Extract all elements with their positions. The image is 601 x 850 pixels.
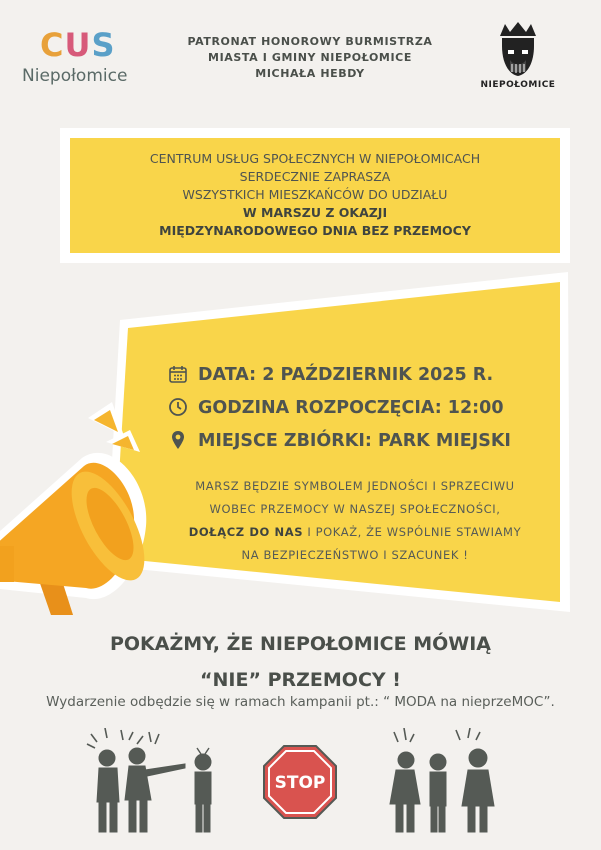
place-row — [168, 424, 511, 457]
description-line: DOŁĄCZ DO NAS I POKAŻ, ŻE WSPÓLNIE STAWIAMY — [188, 525, 522, 539]
location-pin-icon — [168, 430, 190, 452]
event-time: GODZINA ROZPOCZĘCIA: 12:00 — [198, 397, 504, 418]
join-us-emphasis: DOŁĄCZ DO NAS — [188, 525, 304, 539]
description-line: NA BEZPIECZEŃSTWO I SZACUNEK ! — [241, 548, 469, 562]
invitation-line: CENTRUM USŁUG SPOŁECZNYCH W NIEPOŁOMICACH — [149, 151, 481, 166]
slogan — [0, 626, 601, 698]
stop-sign-text: STOP — [274, 773, 326, 793]
time-row — [168, 391, 511, 424]
bullying-figures-illustration — [85, 728, 225, 838]
invitation-box — [70, 138, 560, 253]
calendar-icon — [168, 364, 190, 386]
date-row — [168, 358, 511, 391]
invitation-bold-line: W MARSZU Z OKAZJI — [242, 205, 388, 220]
patronage-text — [170, 34, 450, 82]
cus-logo-town: Niepołomice — [22, 66, 128, 86]
slogan-line: “NIE” PRZEMOCY ! — [200, 669, 401, 691]
distressed-figures-illustration — [380, 728, 520, 838]
invitation-line: SERDECZNIE ZAPRASZA — [239, 169, 391, 184]
crest-label: NIEPOŁOMICE — [480, 80, 556, 90]
patronage-line: MICHAŁA HEBDY — [255, 67, 365, 80]
event-date: DATA: 2 PAŹDZIERNIK 2025 R. — [198, 364, 494, 385]
event-description — [162, 475, 548, 567]
clock-icon — [168, 397, 190, 419]
niepolomice-crest-logo — [478, 22, 558, 94]
slogan-line: POKAŻMY, ŻE NIEPOŁOMICE MÓWIĄ — [109, 633, 491, 655]
event-details — [168, 358, 511, 457]
campaign-note: Wydarzenie odbędzie się w ramach kampanii pt.: “ MODA na nieprzeMOC”. — [46, 694, 555, 710]
cus-logo — [22, 24, 152, 88]
event-place: MIEJSCE ZBIÓRKI: PARK MIEJSKI — [198, 430, 511, 451]
invitation-line: WSZYSTKICH MIESZKAŃCÓW DO UDZIAŁU — [182, 187, 448, 202]
crown-head-icon — [478, 22, 558, 78]
patronage-line: MIASTA I GMINY NIEPOŁOMICE — [208, 51, 412, 64]
patronage-line: PATRONAT HONOROWY BURMISTRZA — [187, 35, 433, 48]
invitation-bold-line: MIĘDZYNARODOWEGO DNIA BEZ PRZEMOCY — [159, 223, 471, 238]
description-line: WOBEC PRZEMOCY W NASZEJ SPOŁECZNOŚCI, — [209, 502, 501, 516]
cus-logo-mark: CUS — [40, 26, 116, 64]
description-line: MARSZ BĘDZIE SYMBOLEM JEDNOŚCI I SPRZECIWU — [195, 479, 515, 493]
stop-sign-icon — [262, 744, 338, 820]
